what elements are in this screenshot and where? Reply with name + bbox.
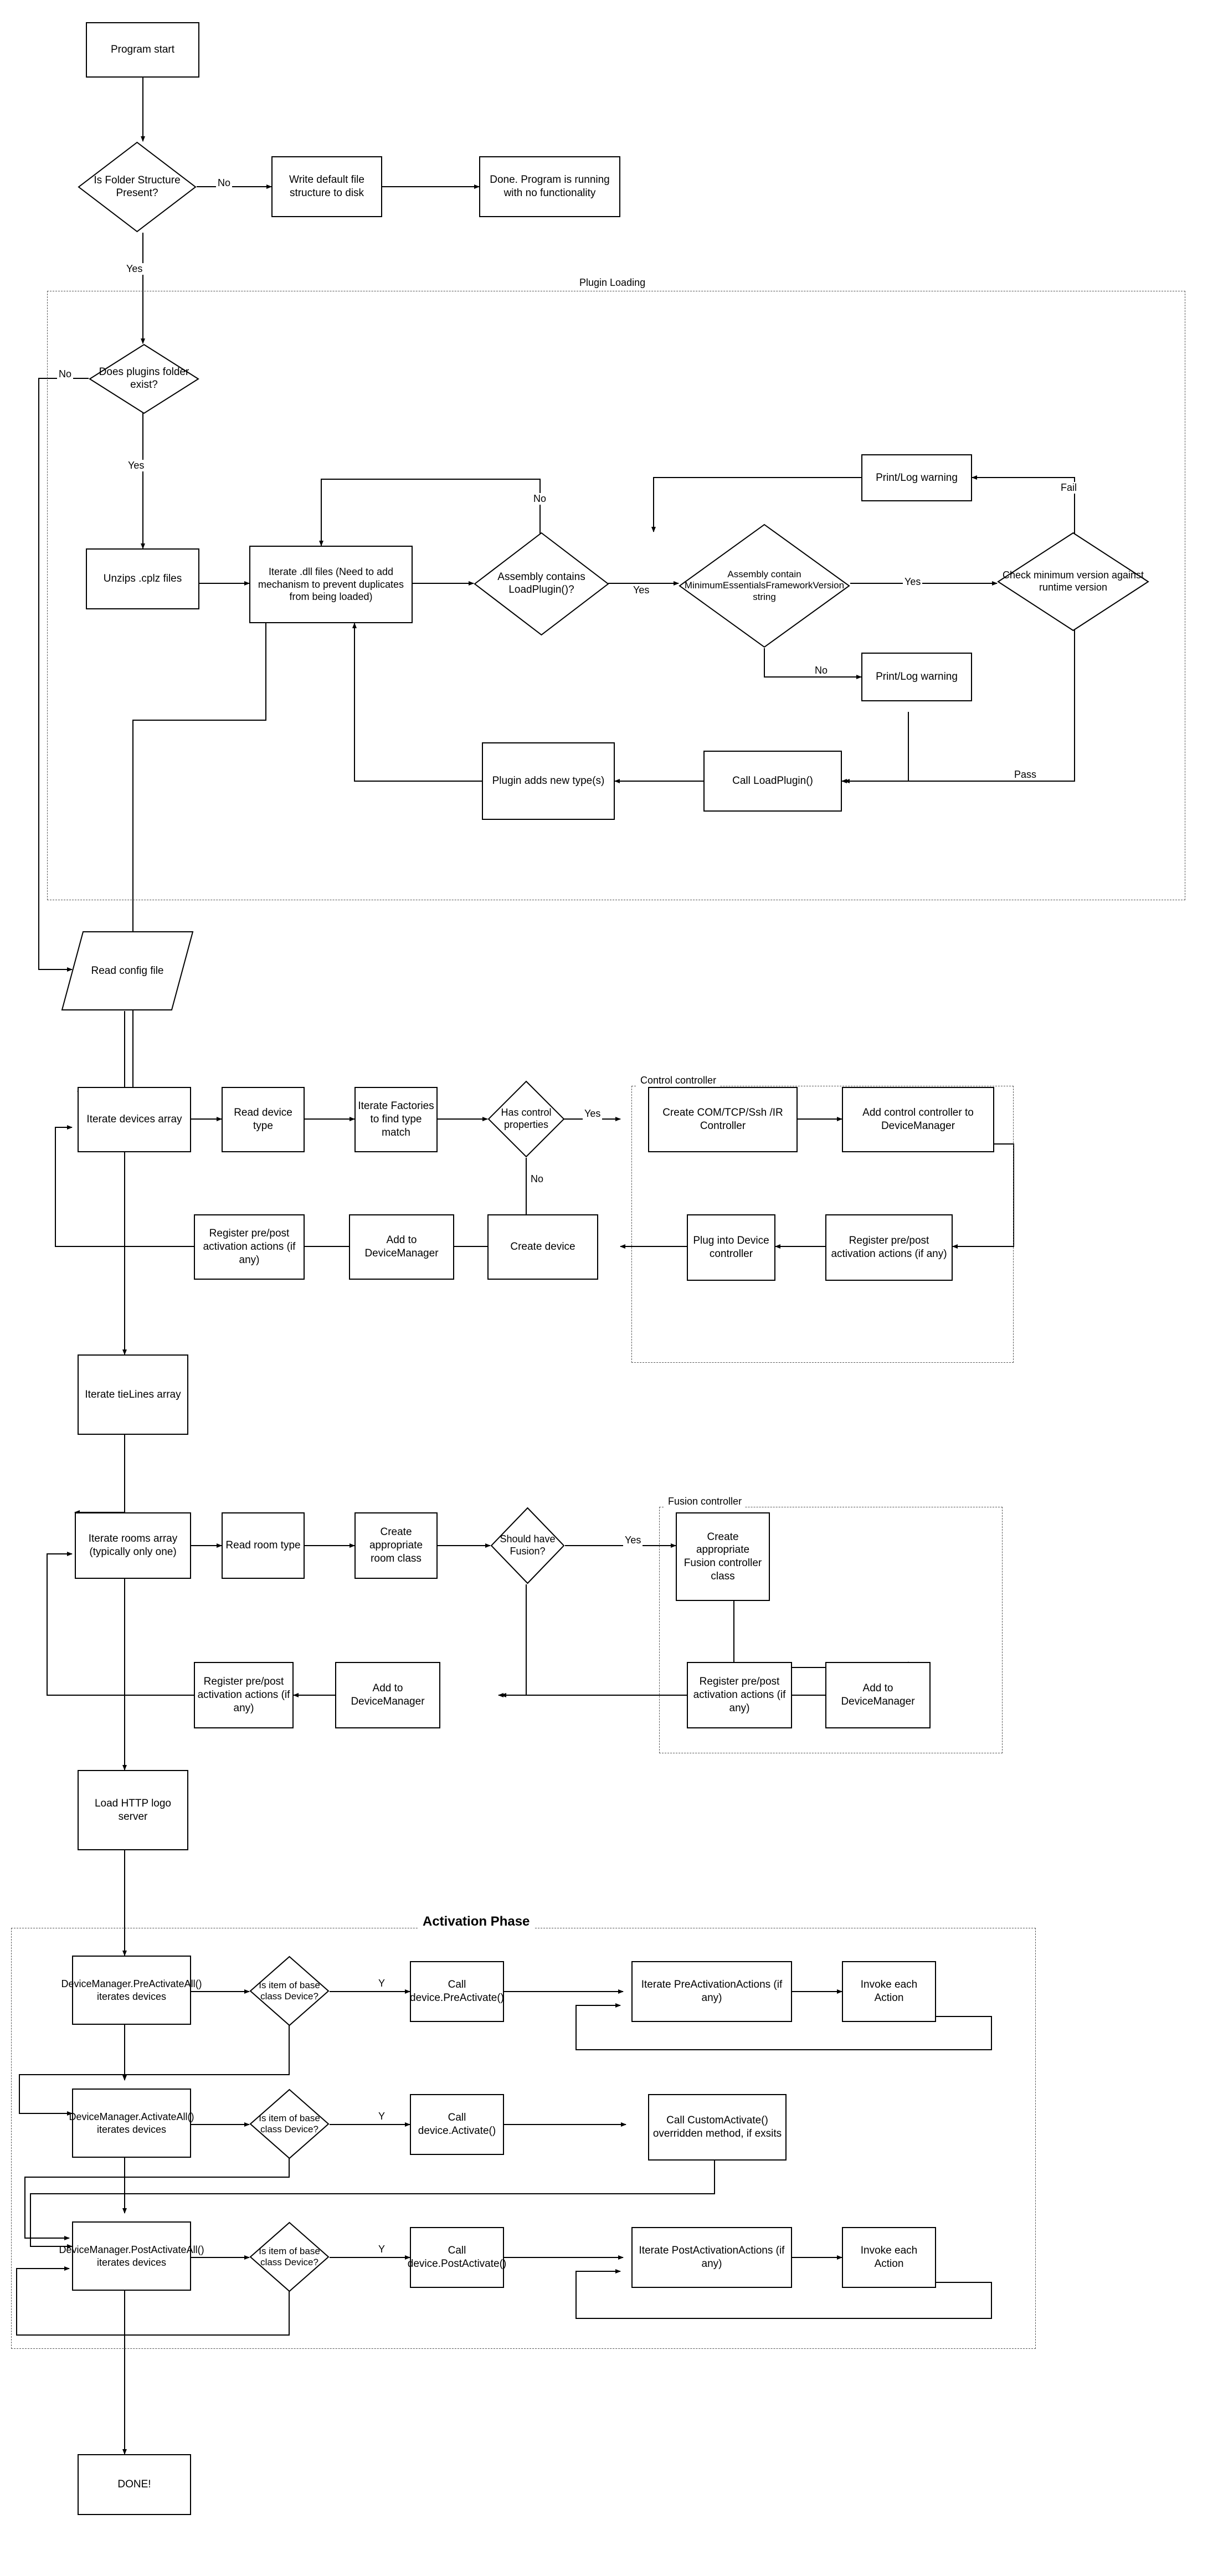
node-is-base-class-device-1-label: Is item of base class Device? <box>259 1979 320 2002</box>
node-call-device-postactivate[interactable] <box>407 2227 507 2288</box>
node-create-appropriate-room-class[interactable] <box>354 1512 438 1579</box>
activation-phase-label: Activation Phase <box>418 1914 534 1930</box>
node-register-pre-post-activation-fusion[interactable] <box>687 1662 792 1728</box>
node-program-start-label: Program start <box>110 44 175 56</box>
node-is-base-class-device-2[interactable] <box>249 2088 330 2159</box>
node-print-log-warning-mid-label: Print/Log warning <box>876 671 958 683</box>
node-read-device-type-label: Read device type <box>234 1107 292 1132</box>
node-create-fusion-controller-class-label: Create appropriate Fusion controller class <box>683 1531 762 1582</box>
node-register-pre-post-activation-room[interactable] <box>194 1662 294 1728</box>
group-control-controller-label: Control controller <box>637 1075 720 1086</box>
node-read-config-file-label: Read config file <box>91 964 164 977</box>
node-invoke-each-action-3[interactable] <box>842 2227 936 2288</box>
node-read-device-type[interactable] <box>222 1087 305 1152</box>
node-plug-into-device-controller[interactable] <box>687 1214 775 1281</box>
node-register-pre-post-activation-device-label: Register pre/post activation actions (if any) <box>203 1228 296 1266</box>
node-print-log-warning-top-label: Print/Log warning <box>876 471 958 484</box>
node-is-folder-structure-present[interactable] <box>78 141 197 233</box>
node-invoke-each-action-3-label: Invoke each Action <box>860 2245 918 2270</box>
node-iterate-preactivationactions[interactable] <box>631 1961 792 2022</box>
node-call-device-activate-label: Call device.Activate() <box>418 2112 496 2137</box>
node-does-plugins-folder-exist-label: Does plugins folder exist? <box>99 366 189 391</box>
node-iterate-postactivationactions-label: Iterate PostActivationActions (if any) <box>639 2245 785 2270</box>
edge-label-device-y-2: Y <box>377 2111 387 2122</box>
node-read-config-file[interactable] <box>61 931 194 1011</box>
node-call-customactivate[interactable] <box>648 2094 787 2161</box>
node-is-base-class-device-2-label: Is item of base class Device? <box>259 2112 320 2134</box>
node-iterate-tielines-array-label: Iterate tieLines array <box>85 1388 181 1400</box>
node-register-pre-post-activation-device[interactable] <box>194 1214 305 1280</box>
node-preactivateall-label: DeviceManager.PreActivateAll() iterates devices <box>61 1978 202 2002</box>
edge-label-version-fail: Fail <box>1059 482 1078 494</box>
node-is-folder-structure-present-label: Is Folder Structure Present? <box>94 174 181 199</box>
node-add-control-controller-to-devicemanager-label: Add control controller to DeviceManager <box>862 1107 974 1132</box>
node-load-http-logo-server-label: Load HTTP logo server <box>94 1797 171 1823</box>
node-iterate-postactivationactions[interactable] <box>631 2227 792 2288</box>
node-add-to-devicemanager-room-label: Add to DeviceManager <box>351 1682 425 1707</box>
node-invoke-each-action-1[interactable] <box>842 1961 936 2022</box>
node-add-control-controller-to-devicemanager[interactable] <box>842 1087 994 1152</box>
node-write-default-file-structure-label: Write default file structure to disk <box>289 174 364 199</box>
node-postactivateall[interactable] <box>59 2221 204 2291</box>
node-has-control-properties[interactable] <box>487 1080 565 1158</box>
node-check-minimum-version[interactable] <box>997 532 1149 632</box>
node-add-to-devicemanager-device-label: Add to DeviceManager <box>364 1234 439 1259</box>
edge-label-loadplugin-no: No <box>532 493 548 505</box>
node-is-base-class-device-3-label: Is item of base class Device? <box>259 2245 320 2267</box>
node-call-loadplugin[interactable] <box>703 751 842 812</box>
node-add-to-devicemanager-fusion-label: Add to DeviceManager <box>841 1682 915 1707</box>
node-assembly-contains-loadplugin[interactable] <box>474 532 609 636</box>
node-does-plugins-folder-exist[interactable] <box>89 343 199 414</box>
node-unzips-cplz[interactable] <box>86 548 199 609</box>
edge-label-minessentials-no: No <box>813 665 829 676</box>
node-register-pre-post-activation-control[interactable] <box>825 1214 953 1281</box>
node-activateall[interactable] <box>69 2088 194 2158</box>
node-add-to-devicemanager-fusion[interactable] <box>825 1662 931 1728</box>
edge-label-control-no: No <box>529 1173 545 1185</box>
node-iterate-rooms-array[interactable] <box>75 1512 191 1579</box>
node-preactivateall[interactable] <box>61 1956 202 2025</box>
node-write-default-file-structure[interactable] <box>271 156 382 217</box>
node-call-loadplugin-label: Call LoadPlugin() <box>732 775 813 787</box>
group-fusion-controller-label: Fusion controller <box>665 1496 745 1507</box>
node-call-device-postactivate-label: Call device.PostActivate() <box>407 2245 507 2270</box>
node-load-http-logo-server[interactable] <box>78 1770 188 1850</box>
edge-label-control-yes: Yes <box>583 1108 602 1120</box>
edge-label-device-y-1: Y <box>377 1978 387 1989</box>
node-plug-into-device-controller-label: Plug into Device controller <box>693 1235 769 1260</box>
node-done[interactable] <box>78 2454 191 2515</box>
node-print-log-warning-mid[interactable] <box>861 653 972 701</box>
node-activateall-label: DeviceManager.ActivateAll() iterates devices <box>69 2111 194 2135</box>
node-iterate-tielines-array[interactable] <box>78 1354 188 1435</box>
node-iterate-factories-label: Iterate Factories to find type match <box>358 1100 434 1138</box>
node-postactivateall-label: DeviceManager.PostActivateAll() iterates devices <box>59 2244 204 2268</box>
node-iterate-dll-files-label: Iterate .dll files (Need to add mechanism to prevent duplicates from being loaded) <box>258 566 404 603</box>
node-invoke-each-action-1-label: Invoke each Action <box>860 1979 918 2004</box>
edge-label-plugins-no: No <box>57 368 73 380</box>
node-check-minimum-version-label: Check minimum version against runtime version <box>1002 569 1144 593</box>
edge-label-fusion-yes: Yes <box>623 1535 643 1546</box>
node-create-com-tcp-ssh-ir-controller[interactable] <box>648 1087 798 1152</box>
node-is-base-class-device-1[interactable] <box>249 1956 330 2026</box>
edge-label-plugins-yes: Yes <box>126 460 146 471</box>
node-is-base-class-device-3[interactable] <box>249 2221 330 2292</box>
node-call-device-activate[interactable] <box>410 2094 504 2155</box>
node-unzips-cplz-label: Unzips .cplz files <box>103 573 182 585</box>
node-print-log-warning-top[interactable] <box>861 454 972 501</box>
node-register-pre-post-activation-room-label: Register pre/post activation actions (if any) <box>197 1676 290 1714</box>
node-iterate-rooms-array-label: Iterate rooms array (typically only one) <box>88 1533 178 1558</box>
node-call-customactivate-label: Call CustomActivate() overridden method, if exsits <box>652 2115 782 2139</box>
node-create-device[interactable] <box>487 1214 598 1280</box>
edge-label-device-y-3: Y <box>377 2244 387 2255</box>
edge-label-folder-no: No <box>216 177 232 189</box>
node-iterate-dll-files[interactable] <box>249 546 413 623</box>
node-call-device-preactivate[interactable] <box>410 1961 504 2022</box>
node-assembly-contains-loadplugin-label: Assembly contains LoadPlugin()? <box>497 571 585 596</box>
node-program-start[interactable] <box>86 22 199 78</box>
node-has-control-properties-label: Has control properties <box>501 1107 552 1130</box>
edge-label-folder-yes: Yes <box>125 263 144 275</box>
node-iterate-devices-array[interactable] <box>78 1087 191 1152</box>
node-plugin-adds-new-types-label: Plugin adds new type(s) <box>492 775 605 787</box>
node-register-pre-post-activation-control-label: Register pre/post activation actions (if any) <box>831 1235 947 1260</box>
node-create-fusion-controller-class[interactable] <box>676 1512 770 1601</box>
node-assembly-contains-minimum-essentials-label: Assembly contain MinimumEssentialsFrameworkVersion string <box>684 568 845 602</box>
group-plugin-loading-label: Plugin Loading <box>576 277 649 289</box>
node-should-have-fusion-label: Should have Fusion? <box>500 1533 556 1557</box>
node-iterate-preactivationactions-label: Iterate PreActivationActions (if any) <box>641 1979 783 2004</box>
node-iterate-factories[interactable] <box>354 1087 438 1152</box>
node-create-appropriate-room-class-label: Create appropriate room class <box>369 1526 423 1564</box>
node-register-pre-post-activation-fusion-label: Register pre/post activation actions (if any) <box>693 1676 786 1714</box>
edge-label-minessentials-yes: Yes <box>903 576 922 588</box>
node-should-have-fusion[interactable] <box>490 1507 565 1584</box>
node-create-com-tcp-ssh-ir-controller-label: Create COM/TCP/Ssh /IR Controller <box>662 1107 783 1132</box>
node-create-device-label: Create device <box>510 1241 575 1253</box>
node-read-room-type[interactable] <box>222 1512 305 1579</box>
edge-label-loadplugin-yes: Yes <box>631 584 651 596</box>
node-assembly-contains-minimum-essentials[interactable] <box>679 524 850 648</box>
node-plugin-adds-new-types[interactable] <box>482 742 615 820</box>
node-add-to-devicemanager-room[interactable] <box>335 1662 440 1728</box>
node-done-no-functionality[interactable] <box>479 156 620 217</box>
node-iterate-devices-array-label: Iterate devices array <box>86 1113 182 1126</box>
node-done-no-functionality-label: Done. Program is running with no functionality <box>490 174 610 199</box>
node-done-label: DONE! <box>117 2478 151 2491</box>
node-add-to-devicemanager-device[interactable] <box>349 1214 454 1280</box>
node-read-room-type-label: Read room type <box>225 1540 301 1552</box>
node-call-device-preactivate-label: Call device.PreActivate() <box>410 1979 505 2004</box>
edge-label-version-pass: Pass <box>1013 769 1038 781</box>
